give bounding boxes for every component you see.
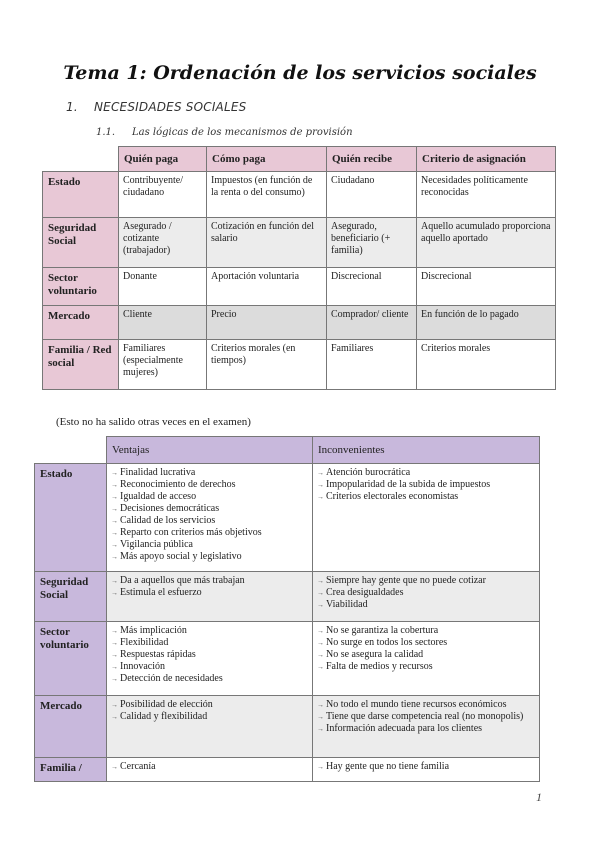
list-item-text: No surge en todos los sectores [326, 637, 448, 648]
list-item [111, 467, 308, 479]
list-item-text: Calidad de los servicios [120, 515, 216, 526]
inconvenientes-list [317, 575, 535, 611]
list-item [111, 587, 308, 599]
subsection-label: Las lógicas de los mecanismos de provisión [132, 127, 353, 138]
list-item-text: Finalidad lucrativa [120, 467, 196, 478]
table-header: Criterio de asignación [417, 147, 556, 172]
inconvenientes-cell [313, 464, 540, 572]
subsection-number: 1.1. [96, 127, 116, 138]
row-header: Sector voluntario [35, 622, 107, 696]
list-item-text: No se garantiza la cobertura [326, 625, 439, 636]
page-title: Tema 1: Ordenación de los servicios sociales [63, 62, 537, 84]
list-item-text: Atención burocrática [326, 467, 411, 478]
table-cell: Cotización en función del salario [207, 218, 327, 268]
table-header: Cómo paga [207, 147, 327, 172]
list-item [111, 649, 308, 661]
list-item [111, 551, 308, 563]
table-row [35, 464, 540, 572]
section-label: NECESIDADES SOCIALES [94, 100, 247, 114]
table-row [35, 622, 540, 696]
arrow-right-icon: → [317, 651, 324, 659]
section-number: 1. [66, 100, 78, 114]
list-item-text: Tiene que darse competencia real (no monopolis) [326, 711, 524, 722]
list-item [317, 599, 535, 611]
list-item [317, 649, 535, 661]
table-header: Inconvenientes [313, 437, 540, 464]
ventajas-cell [107, 464, 313, 572]
inconvenientes-list [317, 761, 535, 773]
list-item-text: Da a aquellos que más trabajan [120, 575, 245, 586]
arrow-right-icon: → [317, 763, 324, 771]
list-item [111, 539, 308, 551]
arrow-right-icon: → [111, 493, 118, 501]
list-item-text: Decisiones democráticas [120, 503, 220, 514]
arrow-right-icon: → [317, 601, 324, 609]
list-item [317, 587, 535, 599]
list-item [317, 761, 535, 773]
arrow-right-icon: → [317, 589, 324, 597]
inconvenientes-list [317, 625, 535, 673]
row-header: Sector voluntario [43, 268, 119, 306]
table-cell: Cliente [119, 306, 207, 340]
list-item [111, 661, 308, 673]
arrow-right-icon: → [111, 469, 118, 477]
arrow-right-icon: → [111, 763, 118, 771]
arrow-right-icon: → [111, 517, 118, 525]
ventajas-cell [107, 622, 313, 696]
list-item [111, 491, 308, 503]
arrow-right-icon: → [111, 577, 118, 585]
row-header: Seguridad Social [35, 572, 107, 622]
list-item-text: Igualdad de acceso [120, 491, 197, 502]
list-item [317, 699, 535, 711]
row-header: Mercado [35, 696, 107, 758]
arrow-right-icon: → [111, 701, 118, 709]
inconvenientes-cell [313, 622, 540, 696]
inconvenientes-list [317, 467, 535, 503]
arrow-right-icon: → [317, 639, 324, 647]
arrow-right-icon: → [111, 589, 118, 597]
list-item [111, 515, 308, 527]
list-item-text: Impopularidad de la subida de impuestos [326, 479, 491, 490]
list-item [111, 575, 308, 587]
list-item [317, 723, 535, 735]
list-item-text: Posibilidad de elección [120, 699, 213, 710]
ventajas-cell [107, 572, 313, 622]
table-cell: Precio [207, 306, 327, 340]
table-cell: Familiares (especialmente mujeres) [119, 340, 207, 390]
table-cell: Donante [119, 268, 207, 306]
arrow-right-icon: → [317, 577, 324, 585]
list-item [317, 575, 535, 587]
inconvenientes-list [317, 699, 535, 735]
inconvenientes-cell [313, 572, 540, 622]
table-cell: Comprador/ cliente [327, 306, 417, 340]
table-row [43, 268, 556, 306]
list-item-text: Hay gente que no tiene familia [326, 761, 450, 772]
table-row [35, 696, 540, 758]
list-item [111, 711, 308, 723]
table-cell: Familiares [327, 340, 417, 390]
table-cell: Discrecional [327, 268, 417, 306]
list-item-text: Innovación [120, 661, 165, 672]
list-item-text: Siempre hay gente que no puede cotizar [326, 575, 486, 586]
arrow-right-icon: → [111, 505, 118, 513]
list-item-text: Cercanía [120, 761, 156, 772]
table-cell: Aquello acumulado proporciona aquello aportado [417, 218, 556, 268]
arrow-right-icon: → [111, 553, 118, 561]
row-header: Familia / Red social [43, 340, 119, 390]
table-header: Quién recibe [327, 147, 417, 172]
provision-table [42, 146, 556, 390]
list-item-text: Respuestas rápidas [120, 649, 196, 660]
table-cell: Discrecional [417, 268, 556, 306]
list-item [111, 527, 308, 539]
arrow-right-icon: → [111, 541, 118, 549]
subsection-heading [96, 127, 353, 138]
row-header: Familia / [35, 758, 107, 782]
table-header: Ventajas [107, 437, 313, 464]
table-cell: Impuestos (en función de la renta o del consumo) [207, 172, 327, 218]
arrow-right-icon: → [317, 469, 324, 477]
list-item [111, 637, 308, 649]
table-cell: Asegurado / cotizante (trabajador) [119, 218, 207, 268]
list-item [111, 673, 308, 685]
row-header: Seguridad Social [43, 218, 119, 268]
table-row [43, 218, 556, 268]
list-item [111, 625, 308, 637]
ventajas-list [111, 467, 308, 563]
table-cell: Criterios morales (en tiempos) [207, 340, 327, 390]
table-header-row [35, 437, 540, 464]
row-header: Estado [35, 464, 107, 572]
list-item [317, 637, 535, 649]
arrow-right-icon: → [111, 639, 118, 647]
table-cell: Asegurado, beneficiario (+ familia) [327, 218, 417, 268]
list-item-text: Más implicación [120, 625, 187, 636]
list-item-text: No todo el mundo tiene recursos económicos [326, 699, 507, 710]
list-item-text: Crea desigualdades [326, 587, 404, 598]
list-item-text: Vigilancia pública [120, 539, 193, 550]
arrow-right-icon: → [111, 713, 118, 721]
table-cell: Criterios morales [417, 340, 556, 390]
table-row [43, 306, 556, 340]
arrow-right-icon: → [317, 701, 324, 709]
list-item [317, 479, 535, 491]
list-item [317, 711, 535, 723]
row-header: Mercado [43, 306, 119, 340]
list-item-text: Falta de medios y recursos [326, 661, 433, 672]
arrow-right-icon: → [111, 651, 118, 659]
table-row [35, 572, 540, 622]
list-item-text: Reconocimiento de derechos [120, 479, 236, 490]
ventajas-list [111, 699, 308, 723]
list-item-text: Criterios electorales economistas [326, 491, 459, 502]
table-header: Quién paga [119, 147, 207, 172]
list-item [111, 479, 308, 491]
list-item [111, 503, 308, 515]
arrow-right-icon: → [111, 481, 118, 489]
pros-cons-table [34, 436, 540, 782]
list-item [111, 699, 308, 711]
ventajas-list [111, 625, 308, 685]
ventajas-cell [107, 758, 313, 782]
exam-note: (Esto no ha salido otras veces en el examen) [56, 416, 251, 428]
arrow-right-icon: → [317, 725, 324, 733]
table-cell: Contribuyente/ ciudadano [119, 172, 207, 218]
inconvenientes-cell [313, 758, 540, 782]
ventajas-cell [107, 696, 313, 758]
arrow-right-icon: → [111, 627, 118, 635]
arrow-right-icon: → [111, 663, 118, 671]
table-corner [43, 147, 119, 172]
row-header: Estado [43, 172, 119, 218]
table-row [43, 340, 556, 390]
table-row [43, 172, 556, 218]
list-item-text: Reparto con criterios más objetivos [120, 527, 262, 538]
arrow-right-icon: → [111, 675, 118, 683]
ventajas-list [111, 761, 308, 773]
arrow-right-icon: → [317, 493, 324, 501]
arrow-right-icon: → [111, 529, 118, 537]
list-item-text: Viabilidad [326, 599, 368, 610]
table-cell: Aportación voluntaria [207, 268, 327, 306]
table-cell: Necesidades políticamente reconocidas [417, 172, 556, 218]
list-item [317, 661, 535, 673]
list-item-text: Detección de necesidades [120, 673, 223, 684]
list-item [317, 467, 535, 479]
list-item [317, 491, 535, 503]
table-cell: En función de lo pagado [417, 306, 556, 340]
list-item-text: No se asegura la calidad [326, 649, 424, 660]
ventajas-list [111, 575, 308, 599]
list-item [111, 761, 308, 773]
inconvenientes-cell [313, 696, 540, 758]
table-cell: Ciudadano [327, 172, 417, 218]
list-item-text: Flexibilidad [120, 637, 169, 648]
section-heading [66, 100, 246, 114]
table-header-row [43, 147, 556, 172]
table-corner [35, 437, 107, 464]
list-item [317, 625, 535, 637]
arrow-right-icon: → [317, 481, 324, 489]
arrow-right-icon: → [317, 713, 324, 721]
list-item-text: Información adecuada para los clientes [326, 723, 483, 734]
table-row [35, 758, 540, 782]
list-item-text: Más apoyo social y legislativo [120, 551, 242, 562]
arrow-right-icon: → [317, 627, 324, 635]
list-item-text: Estimula el esfuerzo [120, 587, 202, 598]
arrow-right-icon: → [317, 663, 324, 671]
page-number: 1 [536, 790, 542, 804]
list-item-text: Calidad y flexibilidad [120, 711, 208, 722]
